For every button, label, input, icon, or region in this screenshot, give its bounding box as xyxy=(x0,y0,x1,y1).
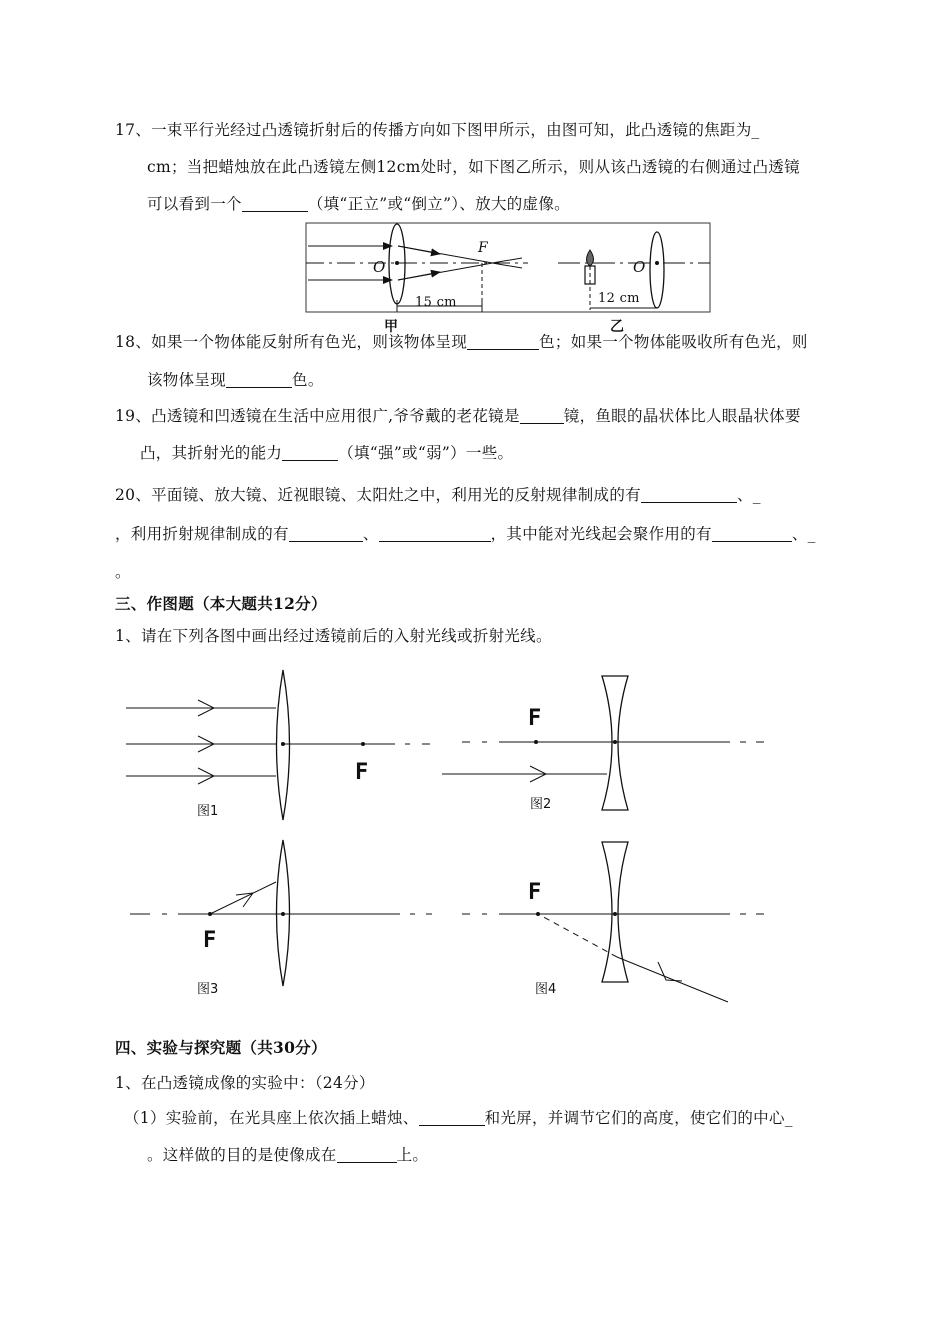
q19-line1-text-a: 19、凸透镜和凹透镜在生活中应用很广,爷爷戴的老花镜是 xyxy=(115,407,520,425)
figure-2 xyxy=(442,676,764,810)
sub1-answer-blank-2[interactable] xyxy=(337,1147,397,1164)
label-O-left: O xyxy=(373,258,386,276)
q17-answer-blank[interactable] xyxy=(242,196,308,213)
section3-title: 三、作图题（本大题共12分） xyxy=(115,594,327,613)
q20-line2-text-a: ，利用折射规律制成的有 xyxy=(115,525,289,543)
q18-line2-text-b: 色。 xyxy=(292,371,324,389)
q20-line1 xyxy=(115,483,761,505)
q20-line2-text-d: 、_ xyxy=(791,525,816,543)
fig3-center xyxy=(281,912,285,916)
fig4-focus-label: F xyxy=(528,880,542,905)
q20-answer-blank-3[interactable] xyxy=(379,526,491,543)
sub1-answer-blank-1[interactable] xyxy=(419,1110,485,1127)
q18-line2-text-a: 该物体呈现 xyxy=(147,371,227,389)
q17-lens-figure xyxy=(300,222,715,334)
fig1-focus-point xyxy=(361,742,365,746)
fig2-focus-point xyxy=(534,740,538,744)
fig4-ray-extension xyxy=(538,914,617,957)
q20-line2-text-b: 、 xyxy=(362,525,379,543)
q19-line2-text-a: 凸，其折射光的能力 xyxy=(140,444,283,462)
q20-line2 xyxy=(115,522,816,544)
q20-line2-text-c: ，其中能对光线起会聚作用的有 xyxy=(490,525,712,543)
q20-line1-text-a: 20、平面镜、放大镜、近视眼镜、太阳灶之中，利用光的反射规律制成的有 xyxy=(115,486,641,504)
q18-line2 xyxy=(147,368,324,390)
figure-4 xyxy=(462,842,764,1002)
q19-answer-blank-2[interactable] xyxy=(282,445,338,462)
fig4-caption: 图4 xyxy=(535,982,557,997)
section3-q1: 1、请在下列各图中画出经过透镜前后的入射光线或折射光线。 xyxy=(115,627,552,645)
fig1-center xyxy=(281,742,285,746)
q17-line3 xyxy=(147,192,570,214)
q19-line2-text-b: （填“强”或“弱”）一些。 xyxy=(338,444,514,462)
sub1-text-d: 上。 xyxy=(396,1146,429,1164)
label-15cm: 15 cm xyxy=(415,295,457,310)
fig4-ray xyxy=(617,957,728,1002)
section4-q1: 1、在凸透镜成像的实验中：（24分） xyxy=(115,1074,375,1092)
candle-flame xyxy=(587,250,594,266)
sub1-text-b: 和光屏，并调节它们的高度，使它们的中心_ xyxy=(484,1109,793,1127)
label-O-right: O xyxy=(633,258,646,276)
q19-line2 xyxy=(140,441,513,463)
section4-sub1-line1 xyxy=(124,1106,793,1128)
fig3-focus-label: F xyxy=(203,928,217,953)
fig3-caption: 图3 xyxy=(197,982,219,997)
fig2-caption: 图2 xyxy=(530,797,552,812)
caption-jia: 甲 xyxy=(384,319,399,335)
fig2-focus-label: F xyxy=(528,706,542,731)
ray-bottom-out xyxy=(498,258,522,262)
q20-line3: 。 xyxy=(115,563,131,581)
fig1-caption: 图1 xyxy=(197,804,219,819)
label-F-jia: F xyxy=(478,240,489,256)
q20-line1-text-b: 、_ xyxy=(736,486,761,504)
q19-line1 xyxy=(115,404,801,426)
q17-line3-text-a: 可以看到一个 xyxy=(147,195,242,213)
figure-3 xyxy=(130,840,432,986)
section4-sub1-line2 xyxy=(147,1143,428,1165)
caption-yi: 乙 xyxy=(610,319,625,335)
q17-line2: cm；当把蜡烛放在此凸透镜左侧12cm处时，如下图乙所示，则从该凸透镜的右侧通过凸透镜 xyxy=(147,158,800,176)
optical-center-right xyxy=(655,261,659,265)
figure-1 xyxy=(126,670,430,820)
ray-top-out xyxy=(498,264,522,268)
fig3-ray xyxy=(210,882,276,914)
q18-line1 xyxy=(115,330,808,352)
fig4-center xyxy=(613,912,617,916)
label-12cm: 12 cm xyxy=(598,291,640,306)
q18-line1-text-b: 色；如果一个物体能吸收所有色光，则 xyxy=(539,333,808,351)
q17-line3-text-b: （填“正立”或“倒立”）、放大的虚像。 xyxy=(307,195,570,213)
q20-answer-blank-2[interactable] xyxy=(289,526,363,543)
sub1-text-a: （1）实验前，在光具座上依次插上蜡烛、 xyxy=(124,1109,419,1127)
fig2-center xyxy=(613,740,617,744)
sub1-text-c: 。这样做的目的是使像成在 xyxy=(147,1146,337,1164)
q20-answer-blank-1[interactable] xyxy=(641,487,737,504)
q18-answer-blank-2[interactable] xyxy=(226,372,292,389)
q18-answer-blank-1[interactable] xyxy=(467,334,539,351)
q17-line1: 17、一束平行光经过凸透镜折射后的传播方向如下图甲所示，由图可知，此凸透镜的焦距为_ xyxy=(115,121,760,139)
optical-center-left xyxy=(395,261,399,265)
q19-answer-blank-1[interactable] xyxy=(520,408,564,425)
q18-line1-text-a: 18、如果一个物体能反射所有色光，则该物体呈现 xyxy=(115,333,468,351)
q20-answer-blank-4[interactable] xyxy=(712,526,792,543)
fig1-focus-label: F xyxy=(355,760,369,785)
convex-lens-right xyxy=(650,232,664,308)
section4-title: 四、实验与探究题（共30分） xyxy=(115,1038,327,1057)
drawing-figures xyxy=(110,660,780,1010)
q19-line1-text-b: 镜，鱼眼的晶状体比人眼晶状体要 xyxy=(563,407,801,425)
